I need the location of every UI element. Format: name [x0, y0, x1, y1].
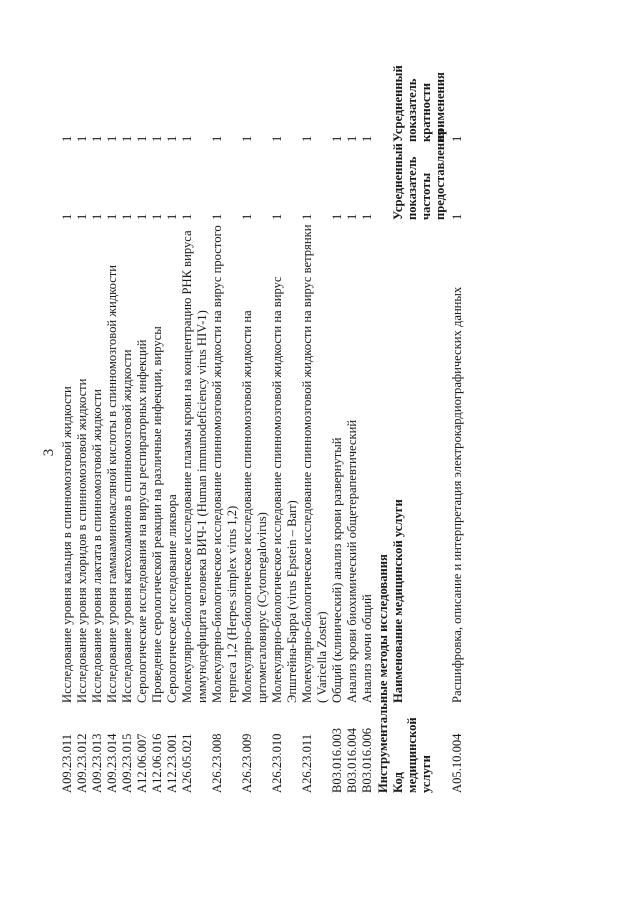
frequency-value: 1 [300, 213, 314, 220]
table-row [150, 68, 165, 793]
table-row [120, 68, 135, 793]
frequency-value: 1 [345, 213, 359, 220]
service-code: A09.23.012 [75, 733, 89, 793]
frequency-value: 1 [165, 213, 179, 220]
frequency-value: 1 [240, 213, 254, 220]
multiplicity-value: 1 [90, 135, 104, 142]
service-name: Серологическое исследование ликвора [165, 494, 179, 703]
service-code: A26.05.021 [180, 733, 194, 793]
multiplicity-value: 1 [60, 135, 74, 142]
multiplicity-value: 1 [165, 135, 179, 142]
service-name: Исследование уровня гаммааминомасляной кислоты в спинномозговой жидкости [105, 264, 119, 703]
service-name: Исследование уровня хлоридов в спинномозговой жидкости [75, 378, 89, 703]
section-title: Инструментальные методы исследования [376, 554, 390, 793]
multiplicity-value: 1 [120, 135, 134, 142]
table-row [135, 68, 150, 793]
frequency-value: 1 [450, 213, 464, 220]
frequency-value: 1 [60, 213, 74, 220]
frequency-value: 1 [150, 213, 164, 220]
instrumental-section [375, 65, 450, 793]
service-code: B03.016.006 [360, 727, 374, 793]
table-row [345, 68, 360, 793]
multiplicity-value: 1 [135, 135, 149, 142]
multiplicity-value: 1 [330, 135, 344, 142]
service-name: Молекулярно-биологическое исследование спинномозговой жидкости на цитомегаловирус (Cytomegalovirus) [240, 310, 269, 703]
multiplicity-value: 1 [75, 135, 89, 142]
column-header-row [391, 68, 450, 793]
frequency-value: 1 [120, 213, 134, 220]
table-row [450, 68, 465, 793]
multiplicity-value: 1 [240, 135, 254, 142]
service-code: A09.23.013 [90, 733, 104, 793]
table-row [330, 68, 345, 793]
service-code: A26.23.010 [270, 733, 284, 793]
header-frequency: Усредненный показатель частоты предоставления [391, 128, 447, 220]
multiplicity-value: 1 [210, 135, 224, 142]
multiplicity-value: 1 [300, 135, 314, 142]
header-multiplicity: Усредненный показатель кратности применения [391, 65, 447, 142]
service-name: Исследование уровня катехоламинов в спинномозговой жидкости [120, 349, 134, 703]
service-code: A09.23.015 [120, 733, 134, 793]
table-row [165, 68, 180, 793]
service-name: Серологические исследования на вирусы респираторных инфекций [135, 339, 149, 703]
multiplicity-value: 1 [150, 135, 164, 142]
frequency-value: 1 [135, 213, 149, 220]
frequency-value: 1 [210, 213, 224, 220]
table-row [270, 68, 300, 793]
service-name: Проведение серологической реакции на различные инфекции, вирусы [150, 326, 164, 703]
frequency-value: 1 [105, 213, 119, 220]
service-code: B03.016.003 [330, 727, 344, 793]
service-code: A26.23.008 [210, 733, 224, 793]
service-code: A05.10.004 [450, 733, 464, 793]
frequency-value: 1 [90, 213, 104, 220]
multiplicity-value: 1 [270, 135, 284, 142]
instrumental-rows [450, 68, 465, 793]
service-name: Расшифровка, описание и интерпретация электрокардиографических данных [450, 286, 464, 703]
frequency-value: 1 [180, 213, 194, 220]
frequency-value: 1 [270, 213, 284, 220]
table-row [90, 68, 105, 793]
service-code: B03.016.004 [345, 727, 359, 793]
service-name: Анализ крови биохимический общетерапевтический [345, 419, 359, 703]
service-code: A12.06.007 [135, 733, 149, 793]
service-name: Молекулярно-биологическое исследование спинномозговой жидкости на вирус Эпштейна-Барра (virus Epstein – Barr) [270, 276, 299, 703]
multiplicity-value: 1 [180, 135, 194, 142]
service-code: A26.23.009 [240, 733, 254, 793]
table-row [300, 68, 330, 793]
multiplicity-value: 1 [345, 135, 359, 142]
header-name: Наименование медицинской услуги [391, 499, 405, 703]
service-name: Молекулярно-биологическое исследование спинномозговой жидкости на вирус простого герпеса 1,2 (Herpes simplex virus 1,2) [210, 225, 239, 703]
service-code: A09.23.011 [60, 733, 74, 793]
frequency-value: 1 [330, 213, 344, 220]
frequency-value: 1 [360, 213, 374, 220]
service-code: A26.23.011 [300, 733, 314, 793]
multiplicity-value: 1 [360, 135, 374, 142]
lab-rows [60, 68, 375, 793]
table-row [210, 68, 240, 793]
service-name: Исследование уровня кальция в спинномозговой жидкости [60, 386, 74, 703]
service-name: Исследование уровня лактата в спинномозговой жидкости [90, 389, 104, 703]
section-title-row [375, 68, 391, 793]
service-name: Анализ мочи общий [360, 594, 374, 703]
table-row [105, 68, 120, 793]
frequency-value: 1 [75, 213, 89, 220]
table-row [60, 68, 75, 793]
table-row [180, 68, 210, 793]
multiplicity-value: 1 [105, 135, 119, 142]
service-name: Молекулярно-биологическое исследование спинномозговой жидкости на вирус ветрянки ( Varicella Zoster) [300, 224, 329, 703]
page-number: 3 [41, 448, 57, 457]
table-row [360, 68, 375, 793]
multiplicity-value: 1 [450, 135, 464, 142]
service-name: Молекулярно-биологическое исследование плазмы крови на концентрацию РНК вируса иммунодефицита человека ВИЧ-1 (Human immunodeficiency virus HIV-1) [180, 230, 209, 703]
service-code: A12.23.001 [165, 733, 179, 793]
service-code: A12.06.016 [150, 733, 164, 793]
service-code: A09.23.014 [105, 733, 119, 793]
table-row [240, 68, 270, 793]
service-name: Общий (клинический) анализ крови развернутый [330, 437, 344, 703]
header-code: Код медицинской услуги [391, 717, 433, 793]
services-table [60, 65, 465, 793]
table-row [75, 68, 90, 793]
